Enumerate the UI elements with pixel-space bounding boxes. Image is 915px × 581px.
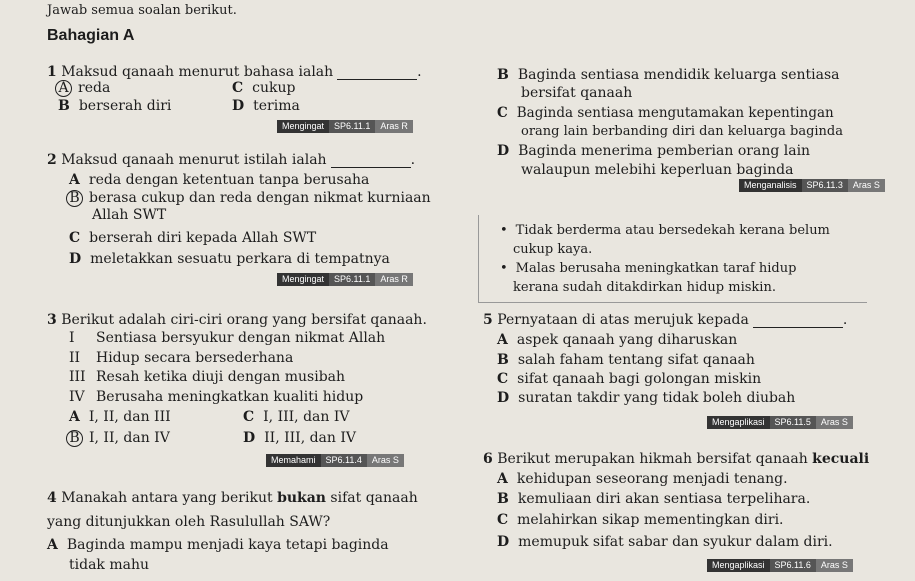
tag-level: Aras S — [816, 416, 853, 429]
circled-answer-mark: A — [55, 80, 72, 97]
option-text: suratan takdir yang tidak boleh diubah — [518, 390, 796, 406]
option-d[interactable] — [243, 430, 356, 446]
option-c[interactable] — [497, 512, 784, 528]
question-text-line-2: yang ditunjukkan oleh Rasulullah SAW? — [47, 514, 331, 530]
tag-level: Aras R — [375, 273, 413, 286]
option-c[interactable] — [69, 230, 316, 246]
question-number: 1 — [47, 64, 57, 80]
bullet-statement: • Malas berusaha meningkatkan taraf hidup — [500, 261, 796, 276]
answer-blank — [337, 78, 417, 80]
tag-level: Aras S — [367, 454, 404, 467]
option-text: I, II, dan III — [88, 409, 171, 425]
option-letter: A — [497, 332, 508, 348]
option-text: I, III, dan IV — [263, 409, 350, 425]
option-d[interactable] — [497, 534, 833, 550]
tag-kind: Menganalisis — [739, 179, 802, 192]
option-letter: D — [69, 251, 82, 267]
question-stem: Pernyataan di atas merujuk kepada — [497, 312, 749, 328]
option-text: berserah diri — [78, 98, 172, 114]
option-text: Baginda sentiasa mengutamakan kepentingan — [516, 105, 834, 121]
statement-text: Berusaha meningkatkan kualiti hidup — [96, 389, 364, 405]
option-a[interactable] — [47, 537, 389, 553]
tag-kind: Mengaplikasi — [707, 416, 770, 429]
skill-tag — [707, 416, 853, 429]
roman-numeral: II — [69, 350, 81, 366]
option-letter: D — [232, 98, 245, 114]
option-c[interactable] — [497, 105, 834, 121]
option-text: berserah diri kepada Allah SWT — [89, 230, 317, 246]
question-stem: Maksud qanaah menurut bahasa ialah — [61, 64, 334, 80]
option-letter: C — [232, 80, 244, 96]
option-text: Baginda mampu menjadi kaya tetapi baginda — [66, 537, 389, 553]
tag-level: Aras S — [816, 559, 853, 572]
option-d[interactable] — [69, 251, 390, 267]
option-text: salah faham tentang sifat qanaah — [517, 352, 755, 368]
statement-text: Resah ketika diuji dengan musibah — [96, 369, 346, 385]
roman-numeral: III — [69, 369, 86, 385]
option-a[interactable] — [497, 332, 737, 348]
stem-end: . — [842, 312, 848, 328]
option-letter: B — [497, 67, 509, 83]
tag-kind: Mengingat — [277, 273, 329, 286]
option-text: reda — [78, 80, 111, 96]
option-text: melahirkan sikap mementingkan diri. — [517, 512, 784, 528]
option-letter: B — [58, 98, 70, 114]
option-b-continued: bersifat qanaah — [521, 85, 633, 101]
option-letter: A — [69, 409, 80, 425]
option-a[interactable] — [58, 80, 110, 97]
tag-code: SP6.11.6 — [770, 559, 816, 572]
question-text — [47, 490, 418, 506]
option-text: I, II, dan IV — [89, 430, 170, 446]
option-d[interactable] — [497, 390, 795, 406]
question-number: 4 — [47, 490, 57, 506]
skill-tag — [277, 273, 413, 286]
option-b[interactable] — [497, 67, 840, 83]
option-d[interactable] — [232, 98, 300, 114]
stem-end: . — [417, 64, 422, 80]
tag-code: SP6.11.5 — [770, 416, 816, 429]
tag-level: Aras S — [848, 179, 885, 192]
statement-text: Hidup secara bersederhana — [96, 350, 294, 366]
option-letter: B — [497, 491, 509, 507]
question-text — [47, 312, 427, 328]
option-d[interactable] — [497, 143, 810, 159]
question-number: 5 — [483, 312, 493, 328]
option-a[interactable] — [69, 409, 171, 425]
statement-text: Sentiasa bersyukur dengan nikmat Allah — [96, 330, 386, 346]
option-c[interactable] — [232, 80, 295, 96]
question-number: 3 — [47, 312, 57, 328]
option-text: Baginda sentiasa mendidik keluarga sentiasa — [517, 67, 840, 83]
tag-code: SP6.11.1 — [329, 120, 375, 133]
option-text: berasa cukup dan reda dengan nikmat kurniaan — [89, 190, 431, 206]
option-letter: C — [497, 512, 509, 528]
tag-kind: Memahami — [266, 454, 321, 467]
option-text: kehidupan seseorang menjadi tenang. — [516, 471, 788, 487]
option-text: kemuliaan diri akan sentiasa terpelihara. — [517, 491, 811, 507]
statement-item — [69, 330, 385, 346]
option-d-continued: walaupun melebihi keperluan baginda — [521, 162, 794, 178]
roman-numeral: I — [69, 330, 75, 346]
option-letter: B — [497, 352, 509, 368]
option-letter: A — [47, 537, 58, 553]
tag-level: Aras R — [375, 120, 413, 133]
question-number: 2 — [47, 152, 57, 168]
option-b-continued: Allah SWT — [92, 207, 167, 223]
option-letter: C — [69, 230, 81, 246]
option-letter: C — [497, 371, 509, 387]
option-text: reda dengan ketentuan tanpa berusaha — [88, 172, 370, 188]
bullet-statement-continued: kerana sudah ditakdirkan hidup miskin. — [513, 280, 776, 295]
skill-tag — [739, 179, 885, 192]
option-a[interactable] — [497, 471, 788, 487]
option-b[interactable] — [497, 352, 755, 368]
tag-code: SP6.11.4 — [321, 454, 367, 467]
roman-numeral: IV — [69, 389, 85, 405]
emphasis: kecuali — [812, 451, 870, 467]
statement-item — [69, 369, 345, 385]
skill-tag — [266, 454, 404, 467]
tag-code: SP6.11.1 — [329, 273, 375, 286]
option-letter: D — [497, 143, 510, 159]
stem-end: . — [410, 152, 416, 168]
question-stem-end: sifat qanaah — [325, 490, 418, 506]
option-letter: D — [497, 534, 510, 550]
option-text: sifat qanaah bagi golongan miskin — [517, 371, 762, 387]
option-letter: D — [497, 390, 510, 406]
answer-blank — [331, 166, 411, 168]
statement-item — [69, 350, 293, 366]
question-stem: Berikut merupakan hikmah bersifat qanaah — [497, 451, 813, 467]
emphasis: bukan — [277, 490, 326, 506]
question-text — [47, 64, 422, 80]
tag-code: SP6.11.3 — [802, 179, 848, 192]
option-text: memupuk sifat sabar dan syukur dalam diri. — [518, 534, 833, 550]
tag-kind: Mengingat — [277, 120, 329, 133]
option-text: II, III, dan IV — [264, 430, 357, 446]
option-b[interactable] — [58, 98, 171, 114]
option-b[interactable] — [69, 190, 431, 207]
option-text: cukup — [252, 80, 296, 96]
answer-blank — [753, 326, 843, 328]
statement-item — [69, 389, 363, 405]
option-c-continued: orang lain berbanding diri dan keluarga baginda — [521, 124, 843, 139]
question-text — [47, 152, 415, 168]
option-c[interactable] — [243, 409, 350, 425]
skill-tag — [277, 120, 413, 133]
section-title: Bahagian A — [47, 27, 135, 44]
option-text: meletakkan sesuatu perkara di tempatnya — [90, 251, 390, 267]
option-letter: C — [243, 409, 255, 425]
bullet-statement: • Tidak berderma atau bersedekah kerana belum — [500, 223, 830, 238]
instruction-text: Jawab semua soalan berikut. — [47, 3, 237, 18]
question-number: 6 — [483, 451, 493, 467]
circled-answer-mark: B — [66, 430, 83, 447]
option-text: Baginda menerima pemberian orang lain — [518, 143, 811, 159]
option-letter: C — [497, 105, 508, 121]
skill-tag — [707, 559, 853, 572]
option-b[interactable] — [497, 491, 810, 507]
tag-kind: Mengaplikasi — [707, 559, 770, 572]
option-b[interactable] — [69, 430, 170, 447]
option-letter: A — [69, 172, 80, 188]
option-a-continued: tidak mahu — [69, 557, 150, 573]
question-text — [483, 451, 869, 467]
question-stem: Maksud qanaah menurut istilah ialah — [61, 152, 327, 168]
question-stem: Berikut adalah ciri-ciri orang yang bersifat qanaah. — [61, 312, 427, 328]
option-text: aspek qanaah yang diharuskan — [516, 332, 738, 348]
bullet-statement-continued: cukup kaya. — [513, 242, 593, 257]
question-stem: Manakah antara yang berikut — [61, 490, 278, 506]
question-text — [483, 312, 847, 328]
option-a[interactable] — [69, 172, 369, 188]
option-c[interactable] — [497, 371, 761, 387]
option-text: terima — [253, 98, 300, 114]
option-letter: A — [497, 471, 508, 487]
circled-answer-mark: B — [66, 190, 83, 207]
option-letter: D — [243, 430, 256, 446]
